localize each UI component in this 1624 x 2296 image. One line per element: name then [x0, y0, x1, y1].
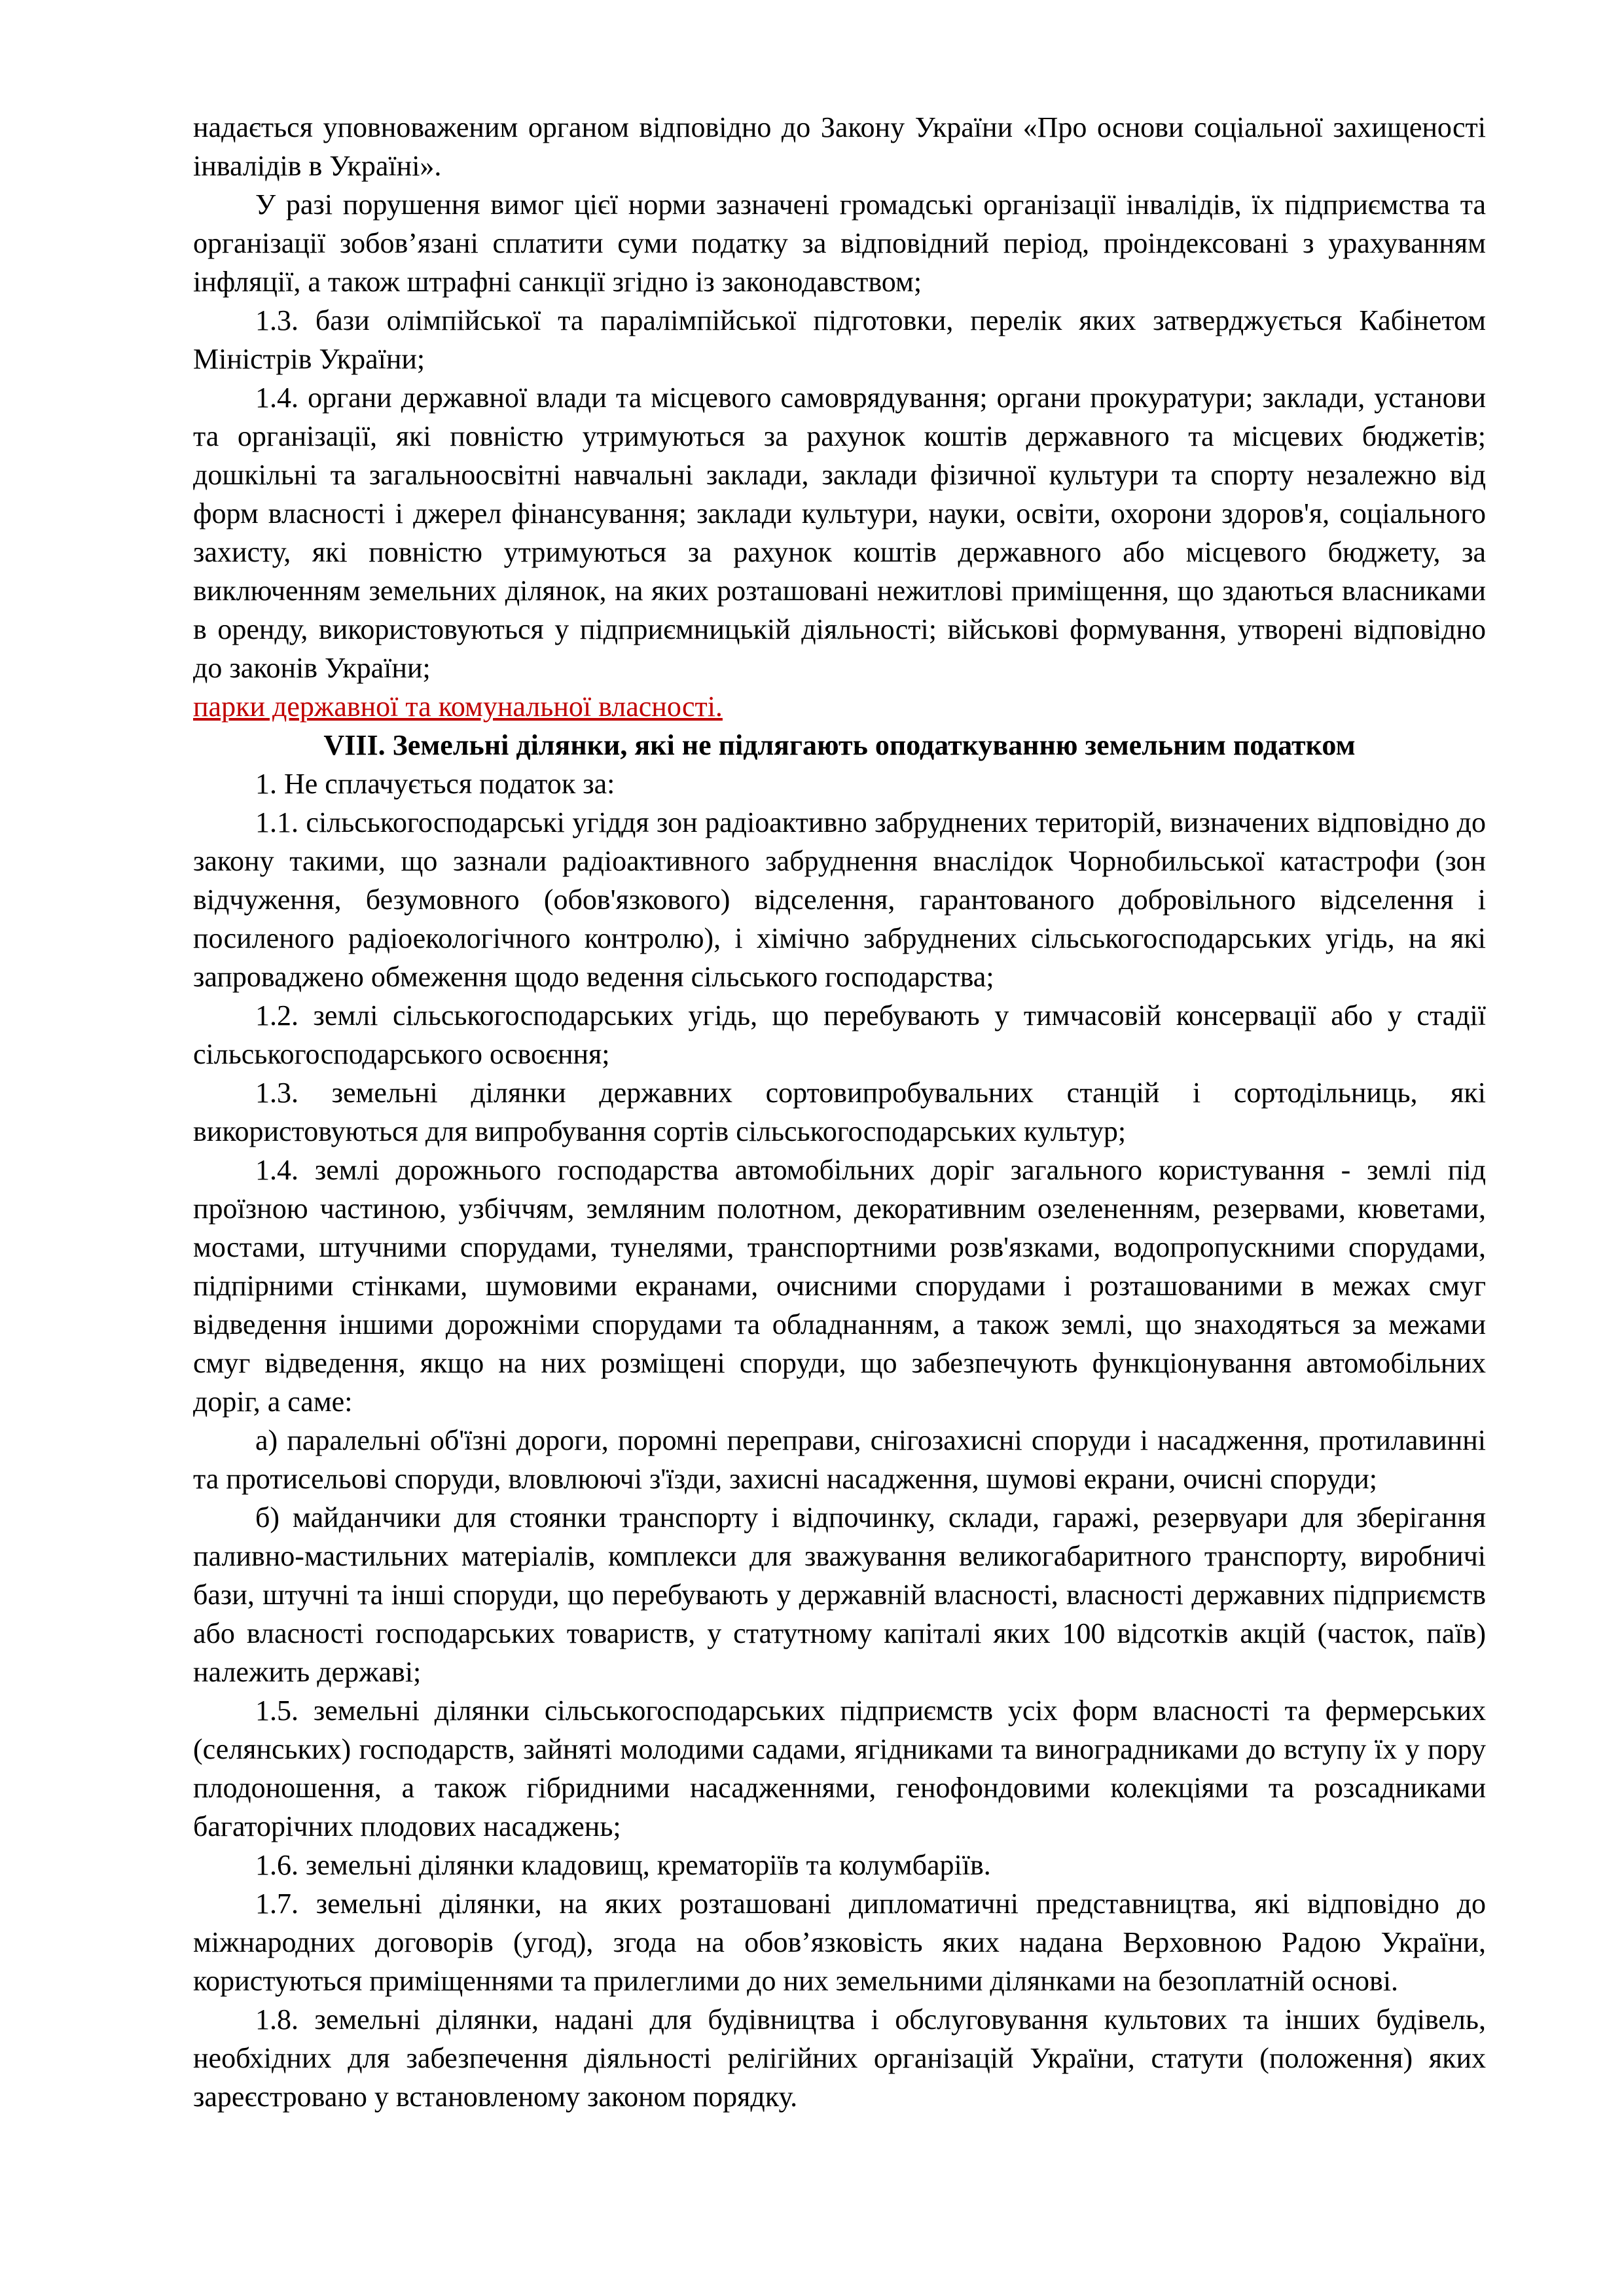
- paragraph-1-8: 1.8. земельні ділянки, надані для будівництва і обслуговування культових та інших будівель, необхідних для забезпечення діяльності релігійних організацій України, статути (положення) яких зареєстровано у встановленому законом порядку.: [193, 2003, 1486, 2113]
- paragraph-1-3-olympic: 1.3. бази олімпійської та паралімпійської підготовки, перелік яких затверджується Кабінетом Міністрів України;: [193, 304, 1486, 375]
- paragraph-1-3: 1.3. земельні ділянки державних сортовипробувальних станцій і сортодільниць, які використовуються для випробування сортів сільськогосподарських культур;: [193, 1077, 1486, 1147]
- paragraph-1-5: 1.5. земельні ділянки сільськогосподарських підприємств усіх форм власності та фермерських (селянських) господарств, зайняті молодими садами, ягідниками та виноградниками до вступу їх у пору плодоношення, а також гібридними насадженнями, генофондовими колекціями та розсадниками багаторічних плодових насаджень;: [193, 1695, 1486, 1842]
- paragraph-1-6: 1.6. земельні ділянки кладовищ, крематоріїв та колумбаріїв.: [255, 1849, 991, 1881]
- paragraph-a: а) паралельні об'їзні дороги, поромні переправи, снігозахисні споруди і насадження, протилавинні та протисельові споруди, вловлюючі з'їзди, захисні насадження, шумові екрани, очисні споруди;: [193, 1424, 1486, 1495]
- paragraph-continuation: надається уповноваженим органом відповідно до Закону України «Про основи соціальної захищеності інвалідів в Україні».: [193, 111, 1486, 182]
- paragraph-1-4: 1.4. землі дорожнього господарства автомобільних доріг загального користування - землі під проїзною частиною, узбіччям, земляним полотном, декоративним озелененням, резервами, кюветами, мостами, штучними спорудами, тунелями, транспортними розв'язками, водопропускними спорудами, підпірними стінками, шумовими екранами, очисними спорудами і розташованими в межах смуг відведення іншими дорожніми спорудами та обладнанням, а також землі, що знаходяться за межами смуг відведення, якщо на них розміщені споруди, що забезпечують функціонування автомобільних доріг, а саме:: [193, 1154, 1486, 1418]
- paragraph-1-1: 1.1. сільськогосподарські угіддя зон радіоактивно забруднених територій, визначених відповідно до закону такими, що зазнали радіоактивного забруднення внаслідок Чорнобильської катастрофи (зон відчуження, безумовного (обов'язкового) відселення, гарантованого добровільного відселення і посиленого радіоекологічного контролю), і хімічно забруднених сільськогосподарських угідь, на які запроваджено обмеження щодо ведення сільського господарства;: [193, 806, 1486, 993]
- parks-red-link[interactable]: парки державної та комунальної власності.: [193, 691, 723, 723]
- document-page: [193, 108, 1486, 2116]
- paragraph-1-4-authorities: [193, 378, 1486, 726]
- paragraph-violation: У разі порушення вимог цієї норми зазначені громадські організації інвалідів, їх підприємства та організації зобов’язані сплатити суми податку за відповідний період, проіндексовані з урахуванням інфляції, а також штрафні санкції згідно із законодавством;: [193, 188, 1486, 298]
- section-heading: VIII. Земельні ділянки, які не підлягають оподаткуванню земельним податком: [323, 729, 1356, 761]
- paragraph-1-2: 1.2. землі сільськогосподарських угідь, що перебувають у тимчасовій консервації або у стадії сільськогосподарського освоєння;: [193, 999, 1486, 1070]
- paragraph-1-4-text: 1.4. органи державної влади та місцевого самоврядування; органи прокуратури; заклади, установи та організації, які повністю утримуються за рахунок коштів державного та місцевих бюджетів; дошкільні та загальноосвітні навчальні заклади, заклади фізичної культури та спорту незалежно від форм власності і джерел фінансування; заклади культури, науки, освіти, охорони здоров'я, соціального захисту, які повністю утримуються за рахунок коштів державного або місцевого бюджету, за виключенням земельних ділянок, на яких розташовані нежитлові приміщення, що здаються власниками в оренду, використовуються у підприємницькій діяльності; військові формування, утворені відповідно до законів України;: [193, 382, 1486, 684]
- paragraph-b: б) майданчики для стоянки транспорту і відпочинку, склади, гаражі, резервуари для зберігання паливно-мастильних матеріалів, комплекси для зважування великогабаритного транспорту, виробничі бази, штучні та інші споруди, що перебувають у державній власності, власності державних підприємств або власності господарських товариств, у статутному капіталі яких 100 відсотків акцій (часток, паїв) належить державі;: [193, 1501, 1486, 1688]
- paragraph-1: 1. Не сплачується податок за:: [255, 768, 615, 800]
- paragraph-1-7: 1.7. земельні ділянки, на яких розташовані дипломатичні представництва, які відповідно до міжнародних договорів (угод), згода на обов’язковість яких надана Верховною Радою України, користуються приміщеннями та прилеглими до них земельними ділянками на безоплатній основі.: [193, 1888, 1486, 1997]
